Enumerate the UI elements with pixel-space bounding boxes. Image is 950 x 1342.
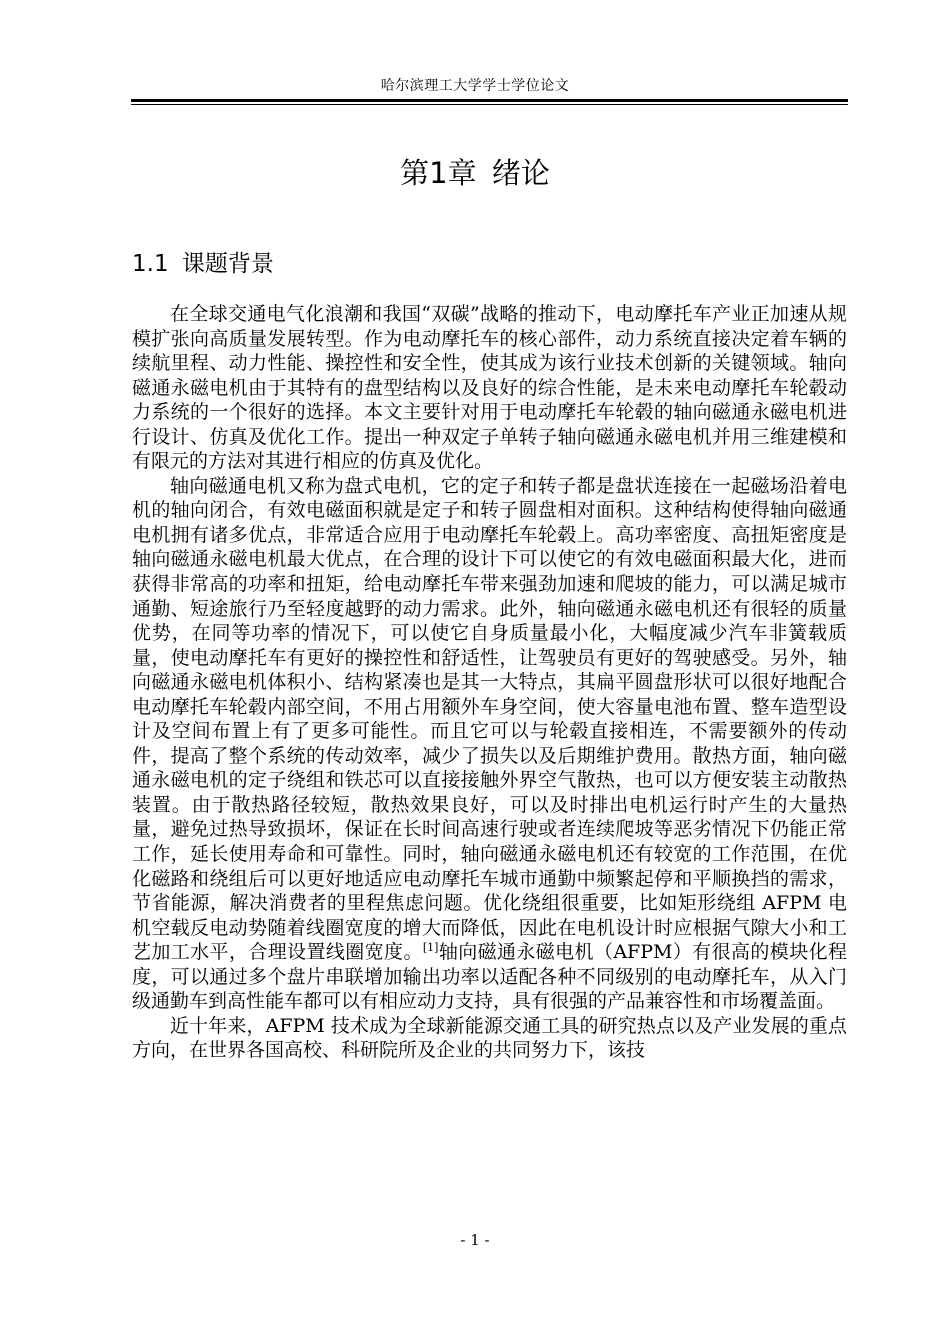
body-text <box>132 302 847 1063</box>
running-header: 哈尔滨理工大学学士学位论文 <box>380 78 570 94</box>
paragraph-1: 在全球交通电气化浪潮和我国“双碳”战略的推动下，电动摩托车产业正加速从规模扩张向高质量发展转型。作为电动摩托车的核心部件，动力系统直接决定着车辆的续航里程、动力性能、操控性和安全性，使其成为该行业技术创新的关键领域。轴向磁通永磁电机由于其特有的盘型结构以及良好的综合性能，是未来电动摩托车轮毂动力系统的一个很好的选择。本文主要针对用于电动摩托车轮毂的轴向磁通永磁电机进行设计、仿真及优化工作。提出一种双定子单转子轴向磁通永磁电机并用三维建模和有限元的方法对其进行相应的仿真及优化。 <box>132 303 847 473</box>
header-rule-thick <box>131 99 848 102</box>
section-title: 1.1 课题背景 <box>132 251 274 277</box>
citation-marker[interactable]: [1] <box>422 941 439 955</box>
page-number: - 1 - <box>460 1231 490 1249</box>
paragraph-3: 近十年来，AFPM 技术成为全球新能源交通工具的研究热点以及产业发展的重点方向，在世界各国高校、科研院所及企业的共同努力下，该技 <box>132 1014 847 1062</box>
paragraph-2-text-b: 轴向磁通永磁电机（AFPM）有很高的模块化程度，可以通过多个盘片串联增加输出功率以适配各种不同级别的电动摩托车，从入门级通勤车到高性能车都可以有相应动力支持，具有很强的产品兼容性和市场覆盖面。 <box>132 941 847 1013</box>
chapter-title: 第1章 绪论 <box>400 156 550 190</box>
paragraph-2 <box>132 474 847 1014</box>
paragraph-2-text-a: 轴向磁通电机又称为盘式电机，它的定子和转子都是盘状连接在一起磁场沿着电机的轴向闭合，有效电磁面积就是定子和转子圆盘相对面积。这种结构使得轴向磁通电机拥有诸多优点，非常适合应用于电动摩托车轮毂上。高功率密度、高扭矩密度是轴向磁通永磁电机最大优点，在合理的设计下可以使它的有效电磁面积最大化，进而获得非常高的功率和扭矩，给电动摩托车带来强劲加速和爬坡的能力，可以满足城市通勤、短途旅行乃至轻度越野的动力需求。此外，轴向磁通永磁电机还有很轻的质量优势，在同等功率的情况下，可以使它自身质量最小化，大幅度减少汽车非簧载质量，使电动摩托车有更好的操控性和舒适性，让驾驶员有更好的驾驶感受。另外，轴向磁通永磁电机体积小、结构紧凑也是其一大特点，其扁平圆盘形状可以很好地配合电动摩托车轮毂内部空间，不用占用额外车身空间，使大容量电池布置、整车造型设计及空间布置上有了更多可能性。而且它可以与轮毂直接相连，不需要额外的传动件，提高了整个系统的传动效率，减少了损失以及后期维护费用。散热方面，轴向磁通永磁电机的定子绕组和铁芯可以直接接触外界空气散热，也可以方便安装主动散热装置。由于散热路径较短，散热效果良好，可以及时排出电机运行时产生的大量热量，避免过热导致损坏，保证在长时间高速行驶或者连续爬坡等恶劣情况下仍能正常工作，延长使用寿命和可靠性。同时，轴向磁通永磁电机还有较宽的工作范围，在优化磁路和绕组后可以更好地适应电动摩托车城市通勤中频繁起停和平顺换挡的需求，节省能源，解决消费者的里程焦虑问题。优化绕组很重要，比如矩形绕组 AFPM 电机空载反电动势随着线圈宽度的增大而降低，因此在电机设计时应根据气隙大小和工艺加工水平，合理设置线圈宽度。 <box>132 474 847 964</box>
header-rule-thin <box>131 104 848 105</box>
